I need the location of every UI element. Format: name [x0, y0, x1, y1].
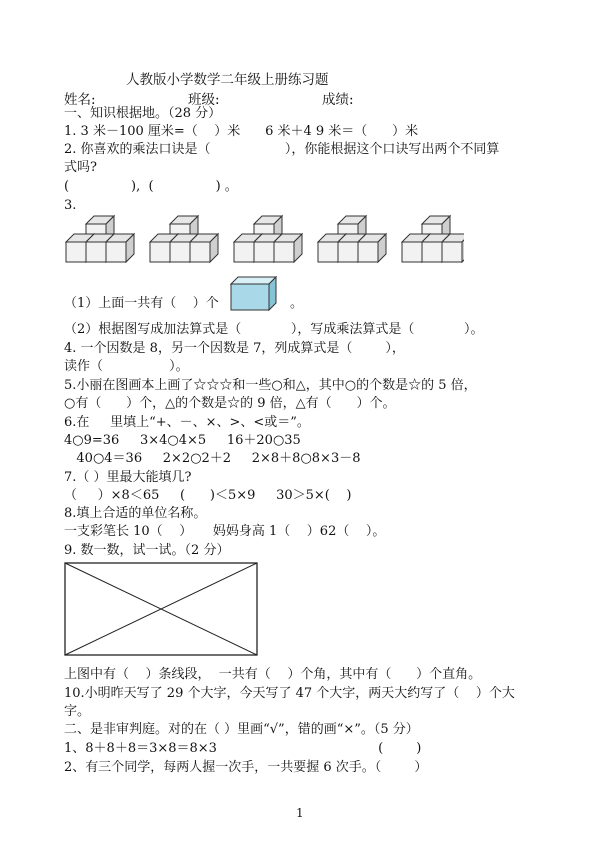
question-1: 1. 3 米－100 厘米=（ ）米 6 米＋4 9 米＝（ ）米 — [64, 124, 419, 139]
judge-item-2: 2、有三个同学，每两人握一次手，一共要握 6 次手。（ ） — [64, 760, 428, 775]
section1-heading: 一、知识根据地。（28 分） — [64, 106, 222, 121]
question-2-line1: 2. 你喜欢的乘法口诀是（ ），你能根据这个口诀写出两个不同算 — [64, 142, 500, 157]
block-figure-3 — [234, 216, 302, 262]
question-7-heading: 7.（ ）里最大能填几? — [64, 470, 192, 485]
question-3-part1-end: 。 — [290, 296, 304, 311]
score-label: 成绩: — [322, 92, 354, 108]
question-10-line1: 10.小明昨天写了 29 个大字，今天写了 47 个大字，两天大约写了（ ）个大 — [64, 686, 515, 701]
cube-illustration — [230, 276, 278, 312]
question-4-line2: 读作（ ）。 — [64, 359, 189, 374]
rectangle-diagonals-figure — [64, 562, 260, 658]
question-3-part2: （2）根据图写成加法算式是（ ），写成乘法算式是（ ）。 — [64, 322, 484, 337]
question-2-line2: 式吗? — [64, 160, 97, 175]
block-figure-1 — [66, 216, 134, 262]
question-7-row: （ ）×8＜65 ( )＜5×9 30＞5×( ) — [64, 488, 352, 503]
question-10-line2: 字。 — [64, 704, 91, 719]
question-2-line3: ( ), ( ) 。 — [64, 179, 238, 194]
question-6-heading: 6.在 里填上“+、－、×、>、<或＝”。 — [64, 415, 310, 430]
judge-item-1: 1、8＋8＋8＝3×8＝8×3 ( ) — [64, 741, 422, 756]
question-8-row: 一支彩笔长 10（ ） 妈妈身高 1（ ）62（ ）。 — [64, 524, 386, 539]
block-figure-5 — [402, 216, 464, 262]
question-5-line2: ○有（ ）个，△的个数是☆的 9 倍，△有（ ）个。 — [64, 396, 396, 411]
block-figures — [64, 214, 464, 264]
question-8-heading: 8.填上合适的单位名称。 — [64, 506, 207, 521]
class-label: 班级: — [188, 92, 220, 108]
block-figure-4 — [318, 216, 386, 262]
question-3-label: 3. — [64, 198, 77, 213]
question-6-row2: 40○4＝36 2×2○2＋2 2×8＋8○8×3－8 — [64, 451, 361, 466]
question-6-row1: 4○9=36 3×4○4×5 16＋20○35 — [64, 433, 301, 448]
page-number: 1 — [296, 806, 304, 820]
question-5-line1: 5.小丽在图画本上画了☆☆☆和一些○和△，其中○的个数是☆的 5 倍， — [64, 378, 477, 393]
question-9-row: 上图中有（ ）条线段， 一共有（ ）个角，其中有（ ）个直角。 — [64, 667, 482, 682]
block-figure-2 — [150, 216, 218, 262]
question-4-line1: 4. 一个因数是 8，另一个因数是 7，列成算式是（ ）， — [64, 341, 405, 356]
name-label: 姓名: — [64, 92, 96, 108]
question-9-heading: 9. 数一数，试一试。（2 分） — [64, 543, 230, 558]
section2-heading: 二、是非审判庭。对的在（ ）里画“√”，错的画“×”。（5 分） — [64, 722, 419, 737]
page-title: 人教版小学数学二年级上册练习题 — [126, 72, 329, 88]
question-3-part1: （1）上面一共有（ ）个 — [64, 296, 219, 311]
